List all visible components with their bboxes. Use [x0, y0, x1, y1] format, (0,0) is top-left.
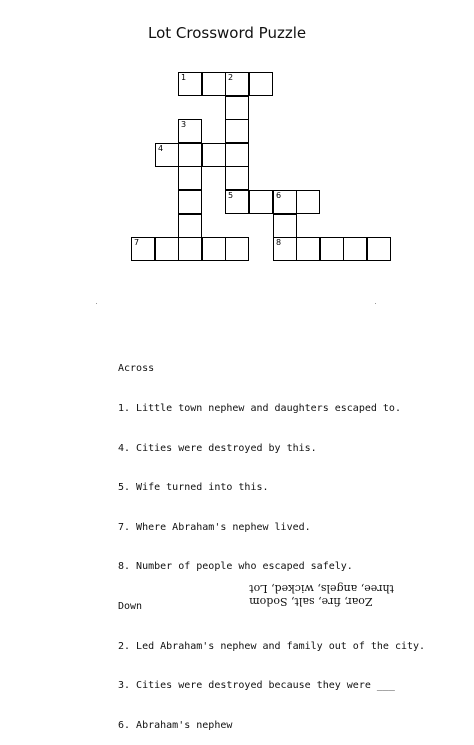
grid-cell — [225, 96, 249, 120]
grid-cell — [296, 237, 320, 261]
clue-number: 3 — [181, 120, 187, 129]
grid-cell — [225, 143, 249, 167]
answer-key-line: Zoar, fire, salt, Sodom — [249, 595, 373, 608]
grid-cell — [225, 166, 249, 190]
across-header: Across — [118, 363, 155, 375]
grid-cell — [343, 237, 367, 261]
grid-cell — [178, 190, 202, 214]
down-header: Down — [118, 601, 143, 613]
grid-cell — [202, 72, 226, 96]
grid-cell — [178, 72, 202, 96]
grid-cell — [225, 190, 249, 214]
across-clue: 1. Little town nephew and daughters escaped to. — [118, 403, 401, 415]
grid-cell — [273, 190, 297, 214]
clue-number: 5 — [228, 191, 234, 200]
clue-number: 2 — [228, 73, 234, 82]
grid-cell — [178, 166, 202, 190]
grid-cell — [249, 190, 273, 214]
grid-cell — [320, 237, 344, 261]
scan-speck — [96, 303, 97, 304]
grid-cell — [273, 237, 297, 261]
grid-cell — [155, 143, 179, 167]
across-clue: 8. Number of people who escaped safely. — [118, 561, 353, 573]
grid-cell — [178, 143, 202, 167]
down-clue: 3. Cities were destroyed because they were ___ — [118, 680, 395, 692]
answer-key-line: three, angels, wicked, Lot — [249, 582, 394, 595]
grid-cell — [225, 119, 249, 143]
grid-cell — [273, 214, 297, 238]
grid-cell — [225, 237, 249, 261]
down-clue: 2. Led Abraham's nephew and family out of the city. — [118, 640, 426, 652]
crossword-grid — [0, 0, 474, 300]
puzzle-title: Lot Crossword Puzzle — [148, 24, 307, 42]
clue-list — [118, 336, 425, 745]
grid-cell — [249, 72, 273, 96]
clue-number: 6 — [276, 191, 282, 200]
across-clue: 4. Cities were destroyed by this. — [118, 442, 317, 454]
across-clue: 5. Wife turned into this. — [118, 482, 269, 494]
grid-cell — [178, 119, 202, 143]
grid-cell — [202, 237, 226, 261]
grid-cell — [202, 143, 226, 167]
grid-cell — [225, 72, 249, 96]
grid-cell — [178, 237, 202, 261]
grid-cell — [367, 237, 391, 261]
scan-speck — [375, 303, 376, 304]
clue-number: 4 — [158, 144, 164, 153]
answer-key-upside-down — [249, 582, 394, 608]
clue-number: 8 — [276, 238, 282, 247]
across-clue: 7. Where Abraham's nephew lived. — [118, 521, 311, 533]
down-clue: 6. Abraham's nephew — [118, 719, 233, 731]
clue-number: 7 — [134, 238, 140, 247]
grid-cell — [178, 214, 202, 238]
grid-cell — [296, 190, 320, 214]
clue-number: 1 — [181, 73, 187, 82]
grid-cell — [131, 237, 155, 261]
grid-cell — [155, 237, 179, 261]
